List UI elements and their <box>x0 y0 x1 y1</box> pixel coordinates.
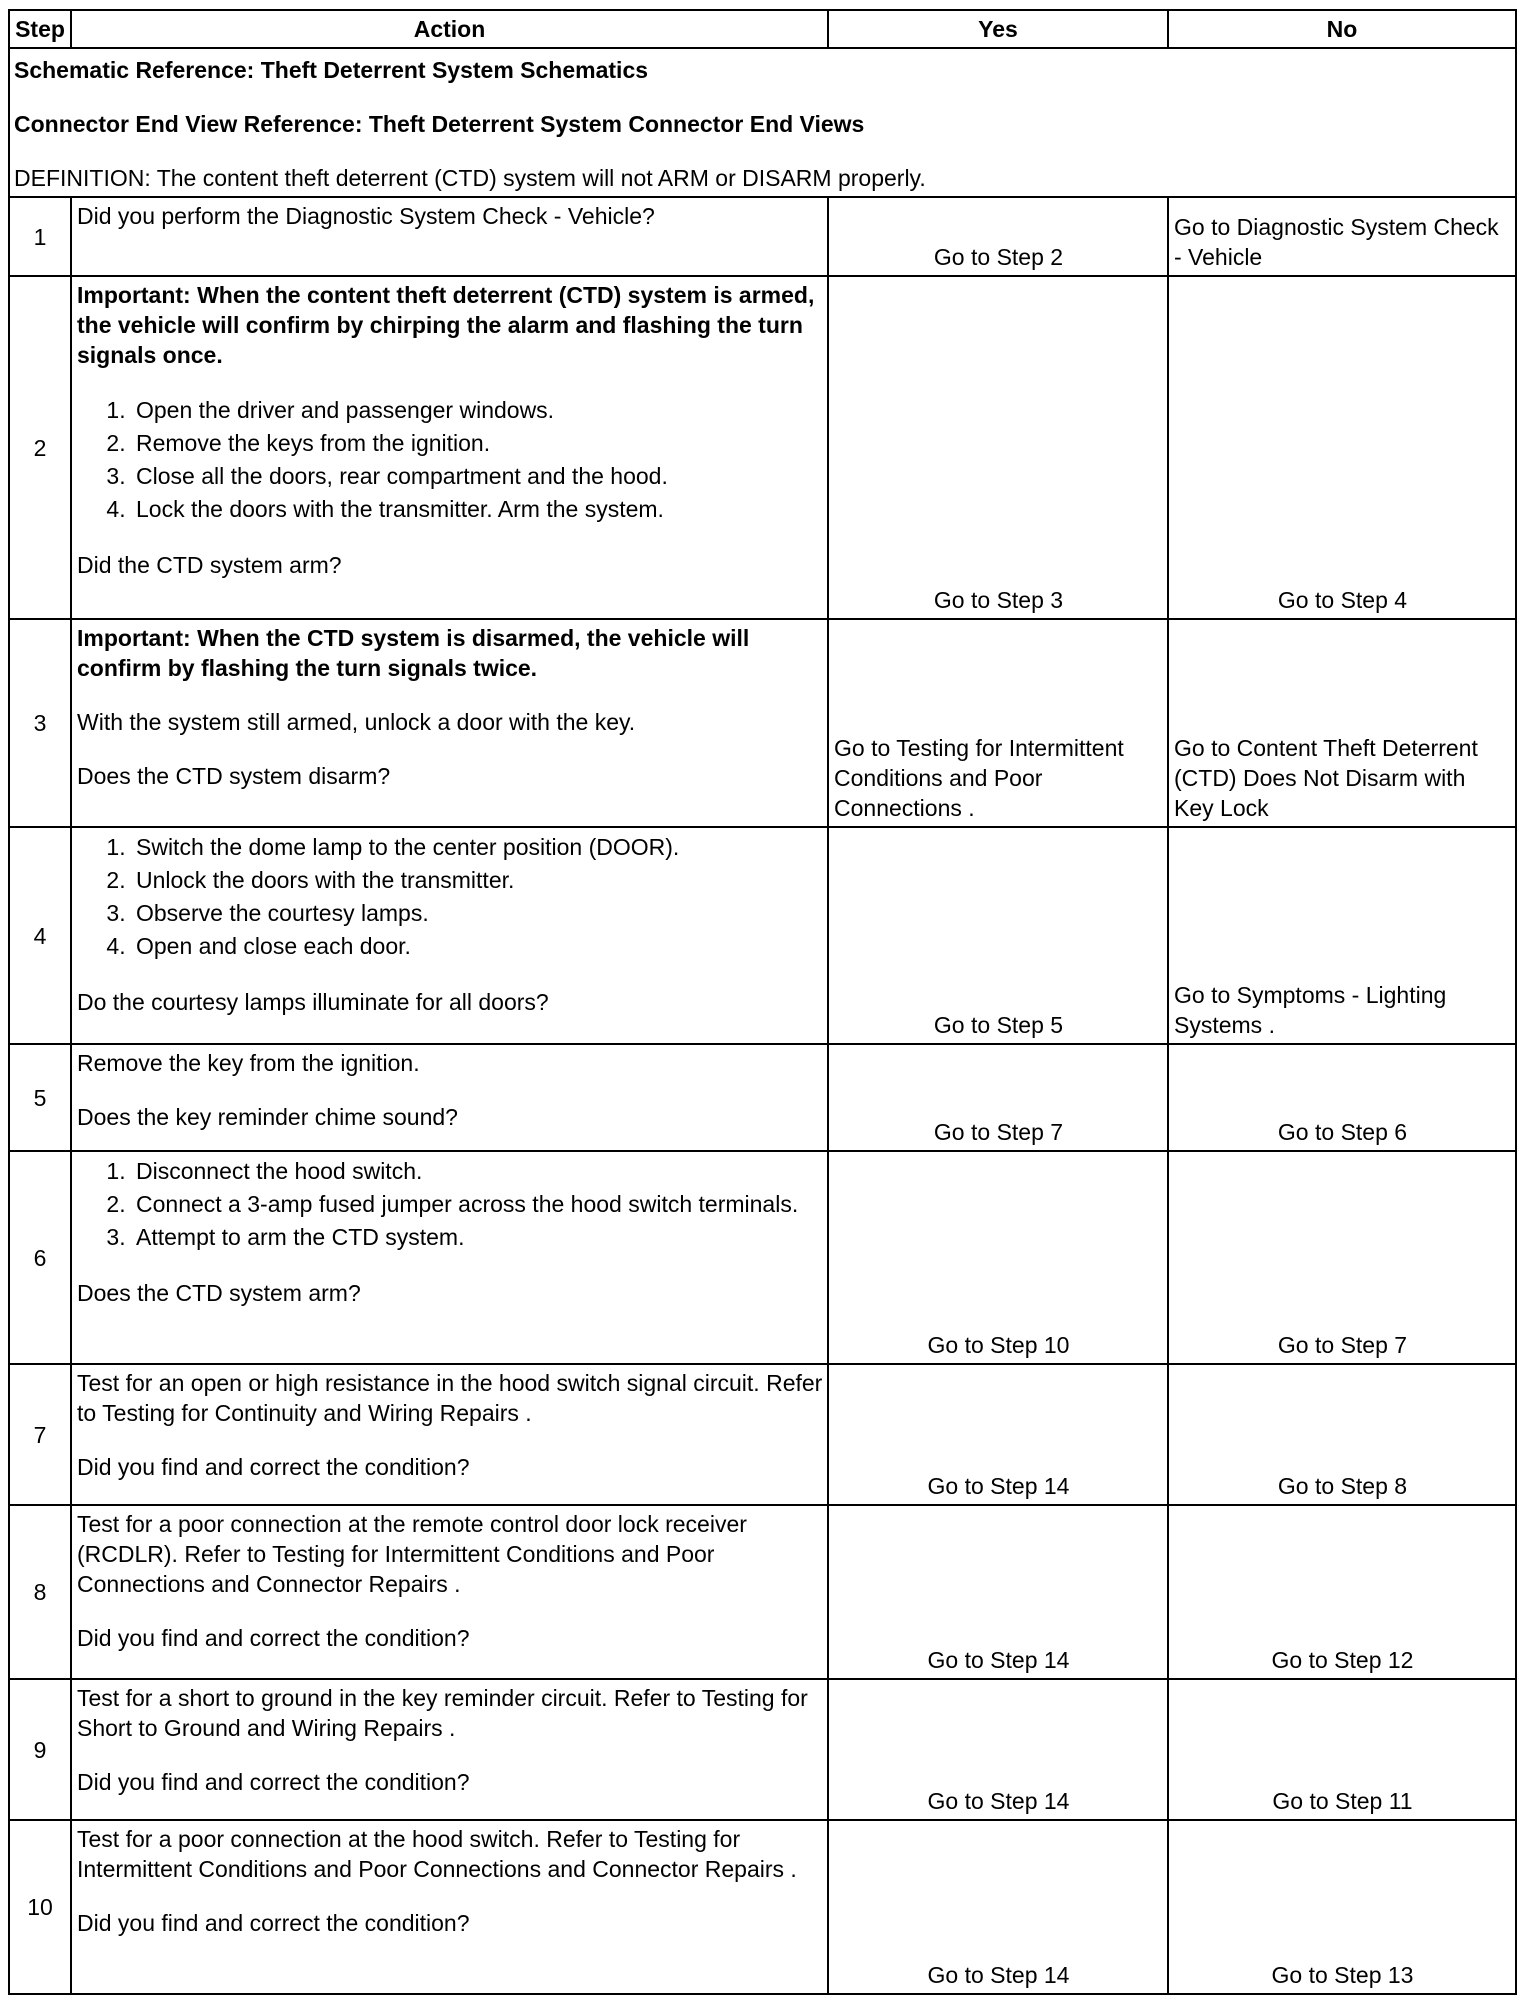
no-result: Go to Symptoms - Lighting Systems . <box>1168 827 1516 1044</box>
step-question: Does the CTD system arm? <box>77 1280 361 1306</box>
yes-result: Go to Step 7 <box>828 1044 1168 1151</box>
instruction-list <box>77 1155 823 1254</box>
instruction-list <box>77 394 823 526</box>
header-step: Step <box>9 10 71 48</box>
yes-result: Go to Step 5 <box>828 827 1168 1044</box>
step-row <box>9 619 1516 827</box>
step-row <box>9 197 1516 276</box>
header-row <box>9 10 1516 48</box>
header-yes: Yes <box>828 10 1168 48</box>
step-action <box>71 1044 828 1151</box>
references-row <box>9 48 1516 197</box>
step-action <box>71 619 828 827</box>
step-action <box>71 1364 828 1505</box>
step-number: 4 <box>9 827 71 1044</box>
no-result: Go to Diagnostic System Check - Vehicle <box>1168 197 1516 276</box>
step-question: Did you find and correct the condition? <box>77 1454 470 1480</box>
no-result: Go to Step 13 <box>1168 1820 1516 1994</box>
no-result: Go to Step 12 <box>1168 1505 1516 1679</box>
yes-result: Go to Step 3 <box>828 276 1168 619</box>
step-question: Did you find and correct the condition? <box>77 1769 470 1795</box>
step-action <box>71 827 828 1044</box>
instruction-text: With the system still armed, unlock a door with the key. <box>77 709 636 735</box>
step-action <box>71 1505 828 1679</box>
no-result: Go to Step 6 <box>1168 1044 1516 1151</box>
step-number: 6 <box>9 1151 71 1364</box>
step-row <box>9 1505 1516 1679</box>
instruction-text: Test for an open or high resistance in the hood switch signal circuit. Refer to Testing for Continuity and Wiring Repairs . <box>77 1370 823 1426</box>
no-result: Go to Content Theft Deterrent (CTD) Does Not Disarm with Key Lock <box>1168 619 1516 827</box>
yes-result: Go to Step 14 <box>828 1505 1168 1679</box>
no-result: Go to Step 7 <box>1168 1151 1516 1364</box>
step-question: Did the CTD system arm? <box>77 552 342 578</box>
no-result: Go to Step 11 <box>1168 1679 1516 1820</box>
step-number: 9 <box>9 1679 71 1820</box>
step-action <box>71 197 828 276</box>
step-row <box>9 1151 1516 1364</box>
step-action <box>71 1679 828 1820</box>
step-row <box>9 276 1516 619</box>
instruction-item: 2. Remove the keys from the ignition. <box>132 427 823 460</box>
step-row <box>9 827 1516 1044</box>
step-number: 3 <box>9 619 71 827</box>
instruction-item: 1. Disconnect the hood switch. <box>132 1155 823 1188</box>
instruction-item: 3. Close all the doors, rear compartment and the hood. <box>132 460 823 493</box>
instruction-text: Test for a short to ground in the key reminder circuit. Refer to Testing for Short to Ground and Wiring Repairs . <box>77 1685 808 1741</box>
no-result: Go to Step 4 <box>1168 276 1516 619</box>
yes-result: Go to Testing for Intermittent Conditions and Poor Connections . <box>828 619 1168 827</box>
step-action <box>71 1151 828 1364</box>
instruction-item: 3. Attempt to arm the CTD system. <box>132 1221 823 1254</box>
header-action: Action <box>71 10 828 48</box>
step-row <box>9 1820 1516 1994</box>
important-note: Important: When the CTD system is disarmed, the vehicle will confirm by flashing the turn signals twice. <box>77 625 750 681</box>
no-result: Go to Step 8 <box>1168 1364 1516 1505</box>
diagnostic-table-page <box>8 9 1515 1995</box>
step-row <box>9 1679 1516 1820</box>
references-cell <box>9 48 1516 197</box>
step-action <box>71 1820 828 1994</box>
step-number: 8 <box>9 1505 71 1679</box>
yes-result: Go to Step 14 <box>828 1679 1168 1820</box>
step-number: 1 <box>9 197 71 276</box>
step-number: 7 <box>9 1364 71 1505</box>
instruction-text: Test for a poor connection at the hood switch. Refer to Testing for Intermittent Conditions and Poor Connections and Connector Repairs . <box>77 1826 797 1882</box>
connector-reference: Connector End View Reference: Theft Deterrent System Connector End Views <box>14 111 865 137</box>
instruction-item: 4. Lock the doors with the transmitter. Arm the system. <box>132 493 823 526</box>
schematic-reference: Schematic Reference: Theft Deterrent System Schematics <box>14 57 649 83</box>
instruction-text: Remove the key from the ignition. <box>77 1050 420 1076</box>
instruction-item: 2. Unlock the doors with the transmitter. <box>132 864 823 897</box>
important-note: Important: When the content theft deterrent (CTD) system is armed, the vehicle will confirm by chirping the alarm and flashing the turn signals once. <box>77 282 815 368</box>
yes-result: Go to Step 14 <box>828 1364 1168 1505</box>
step-question: Does the CTD system disarm? <box>77 763 391 789</box>
step-number: 10 <box>9 1820 71 1994</box>
instruction-item: 4. Open and close each door. <box>132 930 823 963</box>
instruction-item: 1. Open the driver and passenger windows. <box>132 394 823 427</box>
step-question: Did you find and correct the condition? <box>77 1910 470 1936</box>
step-action <box>71 276 828 619</box>
instruction-item: 1. Switch the dome lamp to the center position (DOOR). <box>132 831 823 864</box>
instruction-item: 3. Observe the courtesy lamps. <box>132 897 823 930</box>
yes-result: Go to Step 14 <box>828 1820 1168 1994</box>
step-question: Did you perform the Diagnostic System Check - Vehicle? <box>77 203 655 229</box>
step-number: 5 <box>9 1044 71 1151</box>
step-row <box>9 1044 1516 1151</box>
step-number: 2 <box>9 276 71 619</box>
instruction-text: Test for a poor connection at the remote control door lock receiver (RCDLR). Refer to Testing for Intermittent Conditions and Poor Connections and Connector Repairs . <box>77 1511 747 1597</box>
yes-result: Go to Step 2 <box>828 197 1168 276</box>
diagnostic-table <box>8 9 1517 1995</box>
step-question: Did you find and correct the condition? <box>77 1625 470 1651</box>
instruction-list <box>77 831 823 963</box>
step-question: Does the key reminder chime sound? <box>77 1104 458 1130</box>
instruction-item: 2. Connect a 3-amp fused jumper across the hood switch terminals. <box>132 1188 823 1221</box>
yes-result: Go to Step 10 <box>828 1151 1168 1364</box>
step-row <box>9 1364 1516 1505</box>
definition-text: DEFINITION: The content theft deterrent (CTD) system will not ARM or DISARM properly. <box>14 165 926 191</box>
header-no: No <box>1168 10 1516 48</box>
step-question: Do the courtesy lamps illuminate for all doors? <box>77 989 549 1015</box>
